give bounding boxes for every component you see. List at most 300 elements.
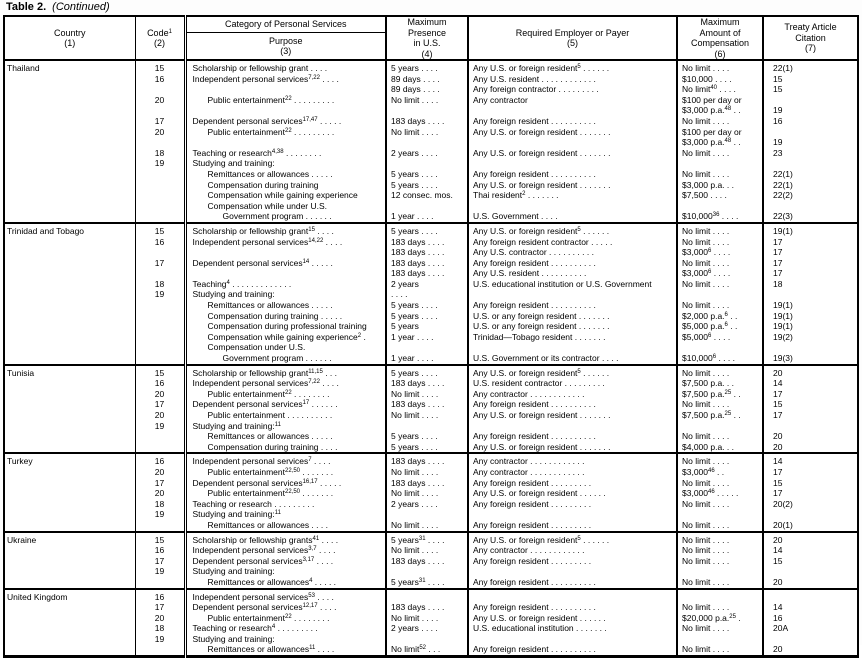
cell-employer: Any U.S. resident . . . . . . . . . . . . <box>468 74 677 85</box>
cell-purpose: Remittances or allowances$^4$ . . . . . <box>185 577 386 589</box>
cell-code <box>135 268 185 279</box>
cell-compensation: $3,000$^{46}$ . . . . . <box>677 488 763 499</box>
cell-citation: 14 <box>763 378 858 389</box>
cell-citation: 18 <box>763 279 858 290</box>
cell-employer <box>468 342 677 353</box>
cell-presence: 5 years . . . . <box>386 223 468 237</box>
cell-compensation: No limit . . . . <box>677 258 763 269</box>
cell-citation: 19(2) <box>763 332 858 343</box>
cell-presence <box>386 158 468 169</box>
cell-presence: 5 years . . . . <box>386 311 468 322</box>
cell-presence: 89 days . . . . <box>386 74 468 85</box>
cell-employer <box>468 289 677 300</box>
cell-purpose: Teaching or research$^{4,38}$ . . . . . . . . <box>185 148 386 159</box>
cell-employer: Any foreign resident . . . . . . . . . <box>468 478 677 489</box>
header-citation: Treaty Article Citation (7) <box>763 16 858 60</box>
cell-citation: 20 <box>763 532 858 546</box>
cell-purpose <box>185 105 386 116</box>
cell-presence: No limit . . . . <box>386 488 468 499</box>
cell-purpose: Dependent personal services$^{17,47}$ . . . . . <box>185 116 386 127</box>
cell-citation: 15 <box>763 84 858 95</box>
cell-presence <box>386 566 468 577</box>
cell-employer: Thai resident$^2$ . . . . . . . <box>468 190 677 201</box>
cell-purpose: Remittances or allowances . . . . . <box>185 431 386 442</box>
cell-presence: No limit . . . . <box>386 613 468 624</box>
cell-citation: 15 <box>763 556 858 567</box>
cell-citation <box>763 589 858 603</box>
cell-purpose: Compensation while gaining experience$^2$ . <box>185 332 386 343</box>
cell-code: 17 <box>135 258 185 269</box>
cell-citation: 20 <box>763 442 858 454</box>
cell-employer: U.S. or any foreign resident . . . . . . . <box>468 321 677 332</box>
cell-citation: 22(2) <box>763 190 858 201</box>
cell-purpose: Remittances or allowances . . . . . <box>185 169 386 180</box>
cell-code: 17 <box>135 602 185 613</box>
cell-citation <box>763 634 858 645</box>
cell-compensation: $100 per day or <box>677 95 763 106</box>
cell-purpose: Studying and training: <box>185 634 386 645</box>
cell-purpose: Public entertainment$^{22}$ . . . . . . . . . <box>185 95 386 106</box>
header-compensation: Maximum Amount of Compensation (6) <box>677 16 763 60</box>
cell-compensation: $10,000 . . . . <box>677 74 763 85</box>
cell-citation: 14 <box>763 453 858 467</box>
cell-citation: 22(1) <box>763 169 858 180</box>
cell-citation: 17 <box>763 467 858 478</box>
cell-citation: 20A <box>763 623 858 634</box>
cell-code: 20 <box>135 488 185 499</box>
table-row <box>4 365 858 379</box>
cell-code <box>135 577 185 589</box>
cell-citation <box>763 95 858 106</box>
cell-code <box>135 644 185 656</box>
cell-compensation: No limit . . . . <box>677 499 763 510</box>
cell-code: 19 <box>135 158 185 169</box>
cell-compensation: $5,000 p.a.$^6$ . . <box>677 321 763 332</box>
cell-presence: 183 days . . . . <box>386 237 468 248</box>
cell-code <box>135 442 185 454</box>
cell-citation <box>763 201 858 212</box>
country-section <box>4 365 858 454</box>
cell-code <box>135 353 185 365</box>
cell-presence: 183 days . . . . <box>386 399 468 410</box>
cell-purpose: Independent personal services$^7$ . . . . <box>185 453 386 467</box>
cell-citation <box>763 566 858 577</box>
cell-presence: 2 years . . . . <box>386 499 468 510</box>
cell-code <box>135 190 185 201</box>
cell-code: 20 <box>135 389 185 400</box>
cell-purpose: Independent personal services$^{53}$ . . . . <box>185 589 386 603</box>
cell-employer <box>468 158 677 169</box>
cell-purpose: Public entertainment$^{22}$ . . . . . . . . . <box>185 127 386 138</box>
cell-citation <box>763 158 858 169</box>
cell-purpose: Compensation during training . . . . . <box>185 311 386 322</box>
cell-employer <box>468 589 677 603</box>
header-presence: Maximum Presence in U.S. (4) <box>386 16 468 60</box>
cell-citation: 20 <box>763 577 858 589</box>
cell-citation: 20 <box>763 431 858 442</box>
cell-purpose: Dependent personal services$^{12,17}$ . . . . <box>185 602 386 613</box>
cell-code: 17 <box>135 556 185 567</box>
cell-code: 20 <box>135 127 185 138</box>
cell-citation: 19(3) <box>763 353 858 365</box>
cell-citation: 22(1) <box>763 180 858 191</box>
cell-employer: U.S. or any foreign resident . . . . . . . <box>468 311 677 322</box>
header-category-group: Category of Personal Services <box>185 16 386 33</box>
cell-presence <box>386 137 468 148</box>
cell-employer: Any U.S. or foreign resident . . . . . . . <box>468 127 677 138</box>
cell-citation: 17 <box>763 410 858 421</box>
cell-citation <box>763 342 858 353</box>
cell-citation: 20 <box>763 644 858 656</box>
cell-citation: 20(1) <box>763 520 858 532</box>
cell-country: Trinidad and Tobago <box>7 225 85 236</box>
cell-code <box>135 431 185 442</box>
cell-compensation: No limit . . . . <box>677 279 763 290</box>
cell-purpose: Dependent personal services$^{17}$ . . . . . . <box>185 399 386 410</box>
cell-purpose: Government program . . . . . . <box>185 353 386 365</box>
cell-code <box>135 247 185 258</box>
cell-employer: Any foreign resident contractor . . . . . <box>468 237 677 248</box>
cell-employer: Any U.S. or foreign resident . . . . . . <box>468 613 677 624</box>
cell-purpose <box>185 247 386 258</box>
cell-country: Turkey <box>7 456 33 467</box>
cell-purpose: Independent personal services$^{7,22}$ . . . . <box>185 74 386 85</box>
cell-presence: No limit . . . . <box>386 389 468 400</box>
cell-compensation: No limit . . . . <box>677 399 763 410</box>
cell-code <box>135 84 185 95</box>
cell-citation: 17 <box>763 237 858 248</box>
cell-employer: Any foreign resident . . . . . . . . . <box>468 520 677 532</box>
cell-presence: 2 years . . . . <box>386 623 468 634</box>
cell-code: 19 <box>135 634 185 645</box>
table-row <box>4 589 858 603</box>
cell-purpose: Scholarship or fellowship grant$^{11,15}$ . . . <box>185 365 386 379</box>
cell-compensation: $3,000 p.a. . . <box>677 180 763 191</box>
cell-country: Thailand <box>7 63 40 73</box>
cell-compensation: No limit . . . . <box>677 148 763 159</box>
cell-purpose: Dependent personal services$^{3,17}$ . . . . <box>185 556 386 567</box>
cell-compensation: No limit . . . . <box>677 169 763 180</box>
cell-employer: Any U.S. or foreign resident . . . . . . . <box>468 180 677 191</box>
cell-citation: 15 <box>763 399 858 410</box>
cell-purpose: Public entertainment$^{22}$ . . . . . . . . <box>185 613 386 624</box>
cell-purpose: Studying and training:$^{11}$ <box>185 421 386 432</box>
table-row <box>4 60 858 74</box>
cell-purpose: Scholarship or fellowship grant . . . . <box>185 60 386 74</box>
cell-presence <box>386 105 468 116</box>
cell-purpose: Compensation while under U.S. <box>185 201 386 212</box>
cell-compensation: No limit . . . . <box>677 431 763 442</box>
cell-purpose: Remittances or allowances$^{11}$ . . . . <box>185 644 386 656</box>
cell-purpose: Compensation during training <box>185 180 386 191</box>
cell-employer: Any foreign resident . . . . . . . . . . <box>468 116 677 127</box>
cell-purpose: Compensation under U.S. <box>185 342 386 353</box>
cell-compensation: $100 per day or <box>677 127 763 138</box>
cell-compensation: $4,000 p.a. . . <box>677 442 763 454</box>
cell-employer: Any U.S. or foreign resident$^5$ . . . . . . <box>468 365 677 379</box>
cell-purpose: Scholarship or fellowship grants$^{41}$ . . . . <box>185 532 386 546</box>
cell-compensation: No limit . . . . <box>677 520 763 532</box>
cell-compensation: No limit . . . . <box>677 623 763 634</box>
cell-compensation: $3,000 p.a.$^{48}$ . . <box>677 137 763 148</box>
cell-presence: No limit$^{52}$ . . . <box>386 644 468 656</box>
cell-compensation <box>677 158 763 169</box>
cell-presence: No limit . . . . <box>386 95 468 106</box>
cell-purpose: Remittances or allowances . . . . <box>185 520 386 532</box>
table-row <box>4 223 858 237</box>
cell-presence <box>386 509 468 520</box>
cell-presence: 183 days . . . . <box>386 478 468 489</box>
cell-code: 16 <box>135 237 185 248</box>
cell-purpose: Remittances or allowances . . . . . <box>185 300 386 311</box>
cell-presence: No limit . . . . <box>386 127 468 138</box>
cell-citation: 22(3) <box>763 211 858 223</box>
cell-country: Ukraine <box>7 534 37 545</box>
cell-purpose: Scholarship or fellowship grant$^{15}$ . . . . <box>185 223 386 237</box>
cell-compensation: No limit . . . . <box>677 577 763 589</box>
cell-purpose: Studying and training: <box>185 566 386 577</box>
cell-citation: 19 <box>763 137 858 148</box>
cell-citation <box>763 509 858 520</box>
cell-code <box>135 300 185 311</box>
cell-presence: 183 days . . . . <box>386 453 468 467</box>
cell-presence <box>386 201 468 212</box>
cell-purpose <box>185 84 386 95</box>
cell-code: 15 <box>135 532 185 546</box>
cell-compensation <box>677 421 763 432</box>
cell-code <box>135 311 185 322</box>
cell-compensation: No limit . . . . <box>677 478 763 489</box>
cell-employer: Any U.S. or foreign resident . . . . . . . <box>468 148 677 159</box>
cell-citation <box>763 289 858 300</box>
cell-citation: 16 <box>763 116 858 127</box>
cell-citation <box>763 127 858 138</box>
cell-compensation <box>677 201 763 212</box>
cell-compensation: No limit . . . . <box>677 602 763 613</box>
cell-compensation <box>677 634 763 645</box>
cell-code: 15 <box>135 60 185 74</box>
cell-compensation: No limit . . . . <box>677 556 763 567</box>
cell-presence: 5 years . . . . <box>386 60 468 74</box>
cell-presence: 183 days . . . . <box>386 268 468 279</box>
cell-purpose: Independent personal services$^{7,22}$ . . . . <box>185 378 386 389</box>
cell-citation: 17 <box>763 268 858 279</box>
header-code: Code$^1$ (2) <box>135 16 185 60</box>
table-header <box>4 16 858 60</box>
cell-citation: 20 <box>763 365 858 379</box>
table-row <box>4 453 858 467</box>
cell-presence: 5 years$^{31}$ . . . . <box>386 577 468 589</box>
cell-code <box>135 321 185 332</box>
cell-employer: Any U.S. or foreign resident . . . . . . <box>468 488 677 499</box>
cell-purpose: Public entertainment . . . . . . . . . . <box>185 410 386 421</box>
cell-code: 16 <box>135 378 185 389</box>
cell-compensation <box>677 589 763 603</box>
cell-presence: No limit . . . . <box>386 410 468 421</box>
cell-employer: U.S. educational institution or U.S. Government <box>468 279 677 290</box>
cell-code <box>135 201 185 212</box>
cell-purpose <box>185 137 386 148</box>
cell-citation: 19(1) <box>763 321 858 332</box>
cell-citation: 16 <box>763 613 858 624</box>
cell-employer: Any contractor <box>468 95 677 106</box>
header-country: Country (1) <box>53 27 86 48</box>
cell-presence: . . . . <box>386 289 468 300</box>
cell-citation: 15 <box>763 478 858 489</box>
cell-citation: 22(1) <box>763 60 858 74</box>
cell-compensation: $3,000$^6$ . . . . <box>677 247 763 258</box>
cell-presence: 1 year . . . . <box>386 332 468 343</box>
table-number-label: Table 2. <box>6 1 47 13</box>
cell-presence: 183 days . . . . <box>386 556 468 567</box>
country-section <box>4 60 858 223</box>
cell-purpose <box>185 268 386 279</box>
cell-compensation: No limit . . . . <box>677 545 763 556</box>
cell-citation: 17 <box>763 389 858 400</box>
cell-presence: 183 days . . . . <box>386 247 468 258</box>
cell-code: 18 <box>135 148 185 159</box>
cell-employer: U.S. educational institution . . . . . . . <box>468 623 677 634</box>
cell-purpose: Government program . . . . . . <box>185 211 386 223</box>
country-section <box>4 589 858 657</box>
cell-presence: No limit . . . . <box>386 545 468 556</box>
cell-code <box>135 169 185 180</box>
cell-code: 18 <box>135 499 185 510</box>
country-section <box>4 453 858 531</box>
cell-code: 19 <box>135 509 185 520</box>
cell-employer: Any U.S. or foreign resident . . . . . . . <box>468 442 677 454</box>
cell-presence <box>386 421 468 432</box>
cell-compensation: No limit . . . . <box>677 532 763 546</box>
header-purpose: Purpose (3) <box>185 33 386 61</box>
cell-code: 20 <box>135 467 185 478</box>
cell-compensation: No limit . . . . <box>677 300 763 311</box>
cell-citation: 23 <box>763 148 858 159</box>
cell-code: 15 <box>135 223 185 237</box>
cell-employer: Any contractor . . . . . . . . . . . . <box>468 545 677 556</box>
cell-employer: U.S. Government or its contractor . . . . <box>468 353 677 365</box>
cell-purpose: Studying and training: <box>185 289 386 300</box>
cell-compensation: $20,000 p.a.$^{25}$ . <box>677 613 763 624</box>
cell-employer: Any foreign resident . . . . . . . . . . <box>468 644 677 656</box>
cell-code: 16 <box>135 589 185 603</box>
cell-compensation: $7,500 p.a.$^{25}$ . . <box>677 389 763 400</box>
cell-compensation: $3,000$^{46}$ . . <box>677 467 763 478</box>
cell-employer <box>468 566 677 577</box>
cell-compensation: No limit . . . . <box>677 60 763 74</box>
cell-purpose: Studying and training: <box>185 158 386 169</box>
cell-purpose: Dependent personal services$^{14}$ . . . . . <box>185 258 386 269</box>
cell-code <box>135 105 185 116</box>
cell-compensation: $10,000$^6$ . . . . <box>677 353 763 365</box>
cell-compensation <box>677 566 763 577</box>
cell-presence: 5 years . . . . <box>386 365 468 379</box>
cell-presence: 5 years <box>386 321 468 332</box>
cell-code: 16 <box>135 545 185 556</box>
cell-employer: Trinidad—Tobago resident . . . . . . . <box>468 332 677 343</box>
cell-compensation: No limit . . . . <box>677 223 763 237</box>
cell-purpose: Dependent personal services$^{16,17}$ . . . . . <box>185 478 386 489</box>
cell-employer: Any U.S. or foreign resident$^5$ . . . . . . <box>468 60 677 74</box>
cell-citation: 19 <box>763 105 858 116</box>
cell-citation: 17 <box>763 258 858 269</box>
cell-presence: 1 year . . . . <box>386 353 468 365</box>
cell-citation: 19(1) <box>763 311 858 322</box>
cell-code <box>135 342 185 353</box>
cell-presence <box>386 589 468 603</box>
cell-compensation: $3,000 p.a.$^{48}$ . . <box>677 105 763 116</box>
table-row <box>4 532 858 546</box>
cell-code: 20 <box>135 95 185 106</box>
cell-presence: No limit . . . . <box>386 467 468 478</box>
cell-employer: Any foreign resident . . . . . . . . . . <box>468 577 677 589</box>
table-continued-label: (Continued) <box>52 1 110 13</box>
cell-employer: Any contractor . . . . . . . . . . . . <box>468 453 677 467</box>
cell-code <box>135 180 185 191</box>
cell-compensation <box>677 509 763 520</box>
page-title <box>6 1 110 13</box>
cell-presence: 89 days . . . . <box>386 84 468 95</box>
cell-code <box>135 137 185 148</box>
cell-citation: 15 <box>763 74 858 85</box>
cell-code: 20 <box>135 613 185 624</box>
cell-purpose: Teaching$^4$ . . . . . . . . . . . . . <box>185 279 386 290</box>
cell-compensation: $3,000$^6$ . . . . <box>677 268 763 279</box>
cell-code: 16 <box>135 453 185 467</box>
cell-employer: Any foreign resident . . . . . . . . . <box>468 499 677 510</box>
cell-purpose: Compensation during professional training <box>185 321 386 332</box>
cell-employer: Any foreign resident . . . . . . . . . . <box>468 431 677 442</box>
cell-compensation <box>677 289 763 300</box>
cell-code: 18 <box>135 279 185 290</box>
cell-citation: 17 <box>763 488 858 499</box>
cell-compensation: $2,000 p.a.$^6$ . . <box>677 311 763 322</box>
cell-employer <box>468 105 677 116</box>
cell-citation: 14 <box>763 545 858 556</box>
cell-employer <box>468 509 677 520</box>
cell-presence: 183 days . . . . <box>386 258 468 269</box>
treaty-table <box>3 15 859 658</box>
cell-employer: Any U.S. contractor . . . . . . . . . . <box>468 247 677 258</box>
cell-code: 17 <box>135 116 185 127</box>
cell-code: 19 <box>135 566 185 577</box>
cell-purpose: Independent personal services$^{3,7}$ . . . . <box>185 545 386 556</box>
cell-employer: Any U.S. or foreign resident . . . . . . . <box>468 410 677 421</box>
cell-citation: 20(2) <box>763 499 858 510</box>
cell-employer: Any foreign resident . . . . . . . . . . <box>468 258 677 269</box>
cell-employer: Any foreign resident . . . . . . . . . . <box>468 169 677 180</box>
cell-employer: Any U.S. resident . . . . . . . . . . <box>468 268 677 279</box>
cell-code: 17 <box>135 399 185 410</box>
cell-compensation: No limit . . . . <box>677 453 763 467</box>
cell-purpose: Compensation during training . . . . <box>185 442 386 454</box>
cell-citation: 17 <box>763 247 858 258</box>
cell-compensation: $7,500 . . . . <box>677 190 763 201</box>
cell-citation <box>763 421 858 432</box>
cell-presence: 183 days . . . . <box>386 378 468 389</box>
cell-code <box>135 332 185 343</box>
cell-compensation: No limit . . . . <box>677 644 763 656</box>
cell-compensation <box>677 342 763 353</box>
cell-presence: 5 years . . . . <box>386 180 468 191</box>
cell-employer <box>468 634 677 645</box>
cell-code: 19 <box>135 421 185 432</box>
cell-purpose: Independent personal services$^{14,22}$ . . . . <box>185 237 386 248</box>
cell-compensation: $7,500 p.a.$^{25}$ . . <box>677 410 763 421</box>
cell-presence: 5 years . . . . <box>386 431 468 442</box>
cell-code: 20 <box>135 410 185 421</box>
cell-purpose: Studying and training:$^{11}$ <box>185 509 386 520</box>
